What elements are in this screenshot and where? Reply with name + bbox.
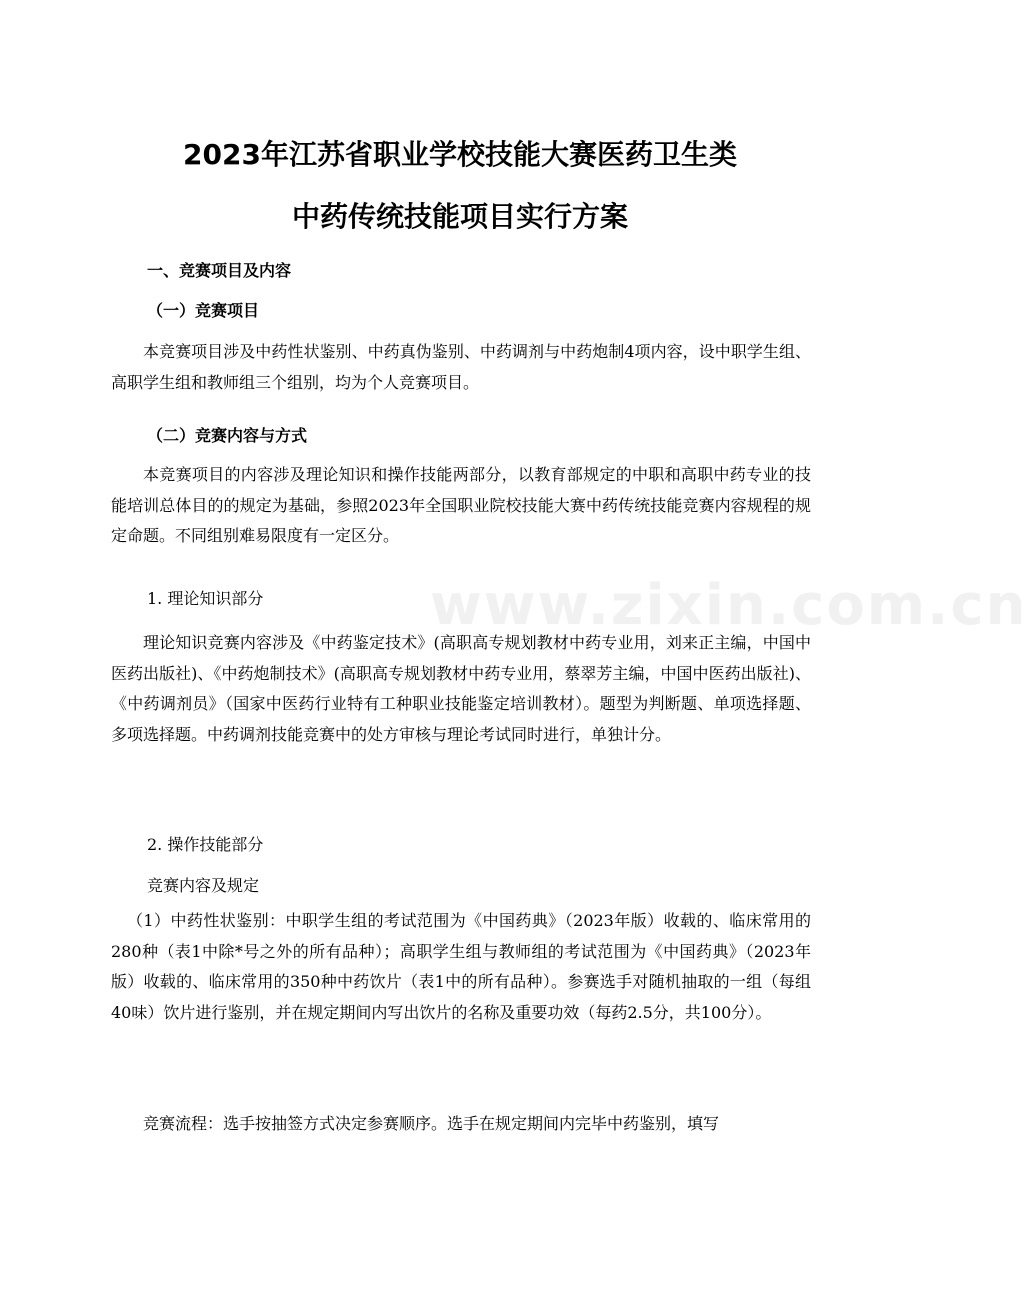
item1-paragraph: 理论知识竞赛内容涉及《中药鉴定技术》(高职高专规划教材中药专业用，刘来正主编，中国中医药出版社)、《中药炮制技术》(高职高专规划教材中药专业用，蔡翠芳主编，中国中医药出版社)、《中药调剂员》（国家中医药行业特有工种职业技能鉴定培训教材）。题型为判断题、单项选择题、多项选择题。中药调剂技能竞赛中的处方审核与理论考试同时进行，单独计分。	[111, 633, 811, 744]
item2-subheading: 竞赛内容及规定	[147, 876, 260, 895]
subsection2-paragraph: 本竞赛项目的内容涉及理论知识和操作技能两部分，以教育部规定的中职和高职中药专业的技能培训总体目的的规定为基础，参照2023年全国职业院校技能大赛中药传统技能竞赛内容规程的规定命题。不同组别难易限度有一定区分。	[111, 465, 811, 546]
subsection1-heading: （一）竞赛项目	[147, 301, 260, 320]
section1-heading: 一、竞赛项目及内容	[147, 261, 292, 280]
item2-paragraph2: 竞赛流程：选手按抽签方式决定参赛顺序。选手在规定期间内完毕中药鉴别，填写	[143, 1114, 720, 1133]
document-title-line1: 2023年江苏省职业学校技能大赛医药卫生类	[183, 138, 737, 171]
watermark: www.zixin.com.cn	[430, 573, 1028, 638]
subsection2-heading: （二）竞赛内容与方式	[147, 426, 308, 445]
item1-heading: 1. 理论知识部分	[147, 589, 264, 608]
document-title-line2: 中药传统技能项目实行方案	[291, 200, 628, 233]
item2-paragraph1: （1）中药性状鉴别：中职学生组的考试范围为《中国药典》（2023年版）收载的、临床常用的280种（表1中除*号之外的所有品种）；高职学生组与教师组的考试范围为《中国药典》（2023年版）收载的、临床常用的350种中药饮片（表1中的所有品种）。参赛选手对随机抽取的一组（每组40味）饮片进行鉴别，并在规定期间内写出饮片的名称及重要功效（每药2.5分，共100分）。	[111, 911, 811, 1022]
subsection1-paragraph: 本竞赛项目涉及中药性状鉴别、中药真伪鉴别、中药调剂与中药炮制4项内容，设中职学生组、高职学生组和教师组三个组别，均为个人竞赛项目。	[111, 342, 811, 392]
item2-heading: 2. 操作技能部分	[147, 835, 264, 854]
